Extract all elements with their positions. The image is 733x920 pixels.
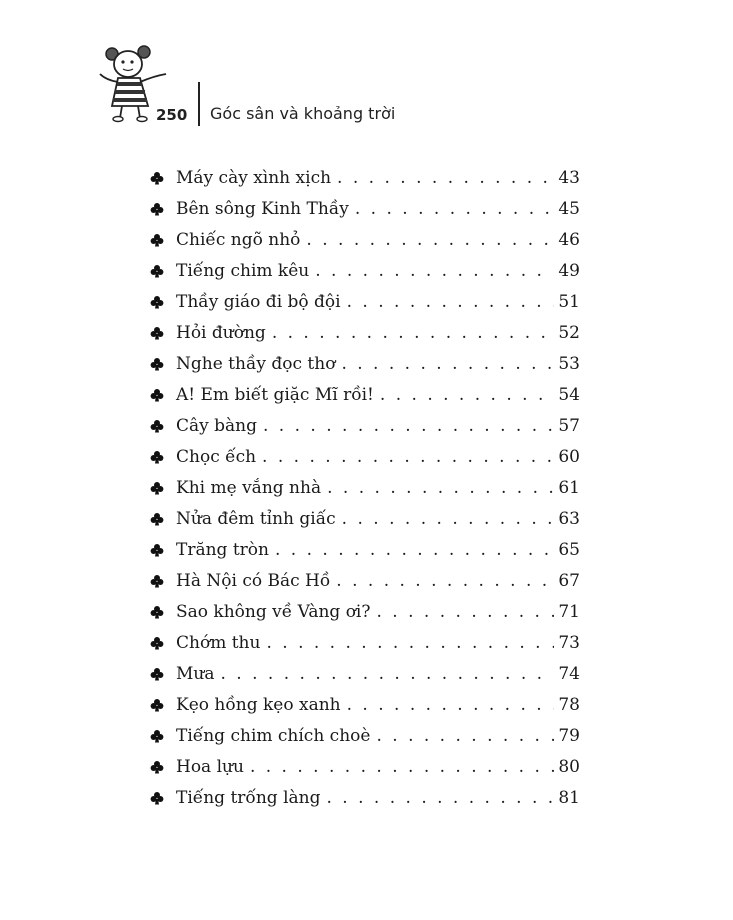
toc-entry — [150, 416, 580, 447]
toc-entry-page: 49 — [558, 261, 580, 281]
running-header — [94, 40, 614, 130]
dot-leader — [341, 354, 554, 374]
club-bullet-icon — [150, 232, 164, 246]
club-bullet-icon — [150, 542, 164, 556]
dot-leader — [250, 757, 554, 777]
toc-entry — [150, 199, 580, 230]
dot-leader — [347, 695, 555, 715]
toc-entry — [150, 726, 580, 757]
dot-leader — [337, 168, 554, 188]
toc-entry — [150, 385, 580, 416]
toc-entry-page: 79 — [558, 726, 580, 746]
club-bullet-icon — [150, 263, 164, 277]
club-bullet-icon — [150, 294, 164, 308]
toc-entry — [150, 602, 580, 633]
toc-entry — [150, 633, 580, 664]
toc-entry — [150, 695, 580, 726]
toc-entry-title: Tiếng chim chích choè — [176, 726, 371, 746]
header-divider — [198, 82, 200, 126]
club-bullet-icon — [150, 790, 164, 804]
toc-entry-page: 54 — [558, 385, 580, 405]
toc-entry-page: 74 — [558, 664, 580, 684]
toc-entry-title: Sao không về Vàng ơi? — [176, 602, 371, 622]
dot-leader — [327, 478, 554, 498]
toc-entry-title: Thầy giáo đi bộ đội — [176, 292, 341, 312]
toc-entry — [150, 261, 580, 292]
club-bullet-icon — [150, 573, 164, 587]
dot-leader — [380, 385, 554, 405]
toc-entry-title: Chiếc ngõ nhỏ — [176, 230, 301, 250]
toc-entry-title: Nghe thầy đọc thơ — [176, 354, 336, 374]
toc-entry-page: 45 — [558, 199, 580, 219]
toc-entry — [150, 757, 580, 788]
dot-leader — [266, 633, 554, 653]
toc-entry-page: 46 — [558, 230, 580, 250]
toc-entry-title: Tiếng chim kêu — [176, 261, 310, 281]
dot-leader — [315, 261, 554, 281]
club-bullet-icon — [150, 480, 164, 494]
toc-entry-page: 73 — [558, 633, 580, 653]
toc-entry-page: 57 — [558, 416, 580, 436]
club-bullet-icon — [150, 356, 164, 370]
toc-entry — [150, 292, 580, 323]
toc-entry-title: Tiếng trống làng — [176, 788, 321, 808]
dot-leader — [275, 540, 554, 560]
page-number: 250 — [156, 106, 188, 124]
toc-entry — [150, 788, 580, 819]
toc-entry-title: Trăng tròn — [176, 540, 269, 560]
toc-entry — [150, 571, 580, 602]
club-bullet-icon — [150, 728, 164, 742]
toc-entry-page: 67 — [558, 571, 580, 591]
club-bullet-icon — [150, 201, 164, 215]
dot-leader — [306, 230, 554, 250]
toc-entry — [150, 323, 580, 354]
toc-entry-title: Khi mẹ vắng nhà — [176, 478, 322, 498]
dot-leader — [221, 664, 555, 684]
dot-leader — [376, 726, 554, 746]
toc-entry — [150, 230, 580, 261]
club-bullet-icon — [150, 418, 164, 432]
dot-leader — [342, 509, 555, 529]
book-title: Góc sân và khoảng trời — [210, 104, 396, 123]
toc-entry-page: 65 — [558, 540, 580, 560]
toc-entry-title: Kẹo hồng kẹo xanh — [176, 695, 341, 715]
club-bullet-icon — [150, 697, 164, 711]
toc-entry-page: 81 — [558, 788, 580, 808]
toc-entry-title: Bên sông Kinh Thầy — [176, 199, 349, 219]
dot-leader — [355, 199, 555, 219]
club-bullet-icon — [150, 449, 164, 463]
toc-entry-title: Chớm thu — [176, 633, 261, 653]
toc-entry — [150, 354, 580, 385]
club-bullet-icon — [150, 635, 164, 649]
toc-entry-page: 51 — [558, 292, 580, 312]
toc-entry-page: 80 — [558, 757, 580, 777]
dot-leader — [376, 602, 554, 622]
toc-entry-title: Nửa đêm tỉnh giấc — [176, 509, 336, 529]
toc-entry-title: A! Em biết giặc Mĩ rồi! — [176, 385, 374, 405]
toc-entry-page: 78 — [558, 695, 580, 715]
toc-entry — [150, 168, 580, 199]
toc-entry-page: 71 — [558, 602, 580, 622]
club-bullet-icon — [150, 170, 164, 184]
toc-entry-page: 52 — [558, 323, 580, 343]
toc-entry-title: Mưa — [176, 664, 215, 684]
club-bullet-icon — [150, 511, 164, 525]
toc-entry-title: Hà Nội có Bác Hồ — [176, 571, 331, 591]
club-bullet-icon — [150, 325, 164, 339]
toc-entry-page: 43 — [558, 168, 580, 188]
toc-entry — [150, 447, 580, 478]
toc-entry-title: Máy cày xình xịch — [176, 168, 332, 188]
toc-entry-title: Hoa lựu — [176, 757, 244, 777]
toc-entry-title: Cây bàng — [176, 416, 257, 436]
toc-entry-page: 63 — [558, 509, 580, 529]
toc-entry-title: Hỏi đường — [176, 323, 266, 343]
dot-leader — [336, 571, 554, 591]
toc-entry — [150, 664, 580, 695]
toc-entry — [150, 540, 580, 571]
dot-leader — [326, 788, 554, 808]
toc-entry — [150, 478, 580, 509]
toc-entry-page: 53 — [558, 354, 580, 374]
club-bullet-icon — [150, 759, 164, 773]
dot-leader — [262, 447, 554, 467]
toc-entry-title: Chọc ếch — [176, 447, 257, 467]
dot-leader — [263, 416, 554, 436]
club-bullet-icon — [150, 666, 164, 680]
dot-leader — [347, 292, 555, 312]
table-of-contents — [150, 168, 580, 819]
toc-entry-page: 60 — [558, 447, 580, 467]
toc-entry — [150, 509, 580, 540]
toc-entry-page: 61 — [558, 478, 580, 498]
club-bullet-icon — [150, 604, 164, 618]
dot-leader — [272, 323, 555, 343]
club-bullet-icon — [150, 387, 164, 401]
